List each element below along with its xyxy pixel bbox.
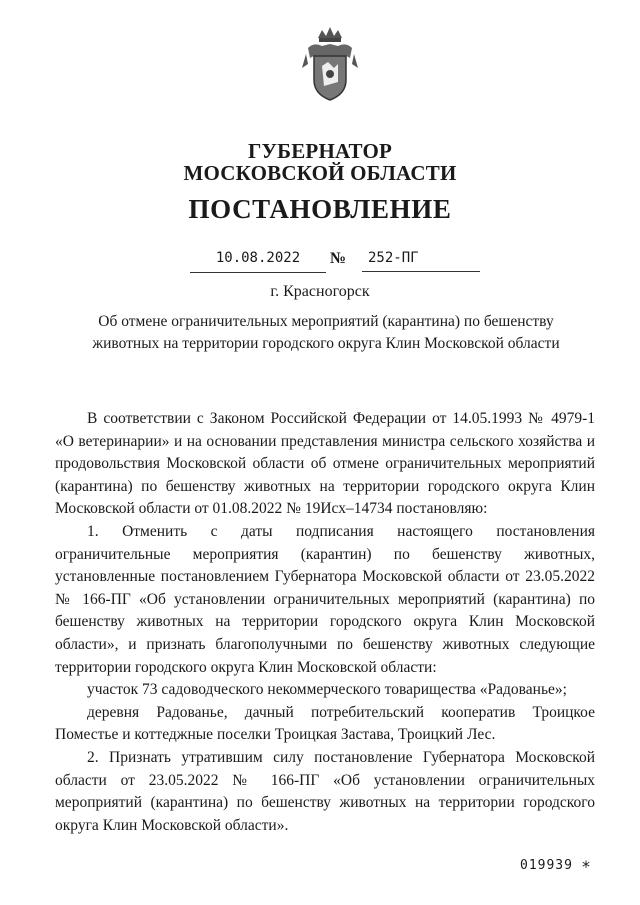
item-1-paragraph: 1. Отменить с даты подписания настоящего постановления ограничительные мероприятия (карантин) по бешенству животных, установленные постановлением Губернатора Московской области от 23.05.2022 № 166-ПГ «Об установлении ограничительных мероприятий (карантина) по бешенству животных на территории городского округа Клин Московской области», и признать благополучными по бешенству животных следующие территории городского округа Клин Московской области: — [55, 522, 595, 676]
registration-number: 252-ПГ — [362, 250, 480, 272]
registration-date: 10.08.2022 — [190, 250, 326, 273]
document-title: Об отмене ограничительных мероприятий (карантина) по бешенству животных на территории городского округа Клин Московской области — [92, 313, 560, 352]
registration-number-sign: № — [330, 250, 347, 267]
preamble-paragraph: В соответствии с Законом Российской Федерации от 14.05.1993 № 4979-1 «О ветеринарии» и на основании представления министра сельского хозяйства и продовольствия Московской области об отмене ограничительных мероприятий (карантина) по бешенству животных на территории городского округа Клин Московской области от 01.08.2022 № 19Исх–14734 постановляю: — [55, 410, 595, 518]
item-2-paragraph: 2. Признать утратившим силу постановление Губернатора Московской области от 23.05.2022 № 166-ПГ «Об установлении ограничительных мероприятий (карантина) по бешенству животных на территории городского округа Клин Московской области». — [55, 748, 595, 834]
serial-number: 019939 — [520, 858, 573, 873]
authority-title-line2: МОСКОВСКОЙ ОБЛАСТИ — [183, 161, 457, 185]
asterisk-mark: * — [582, 857, 590, 876]
authority-title-line1: ГУБЕРНАТОР — [247, 139, 393, 163]
city-line: г. Красногорск — [270, 283, 370, 300]
coat-of-arms-icon — [300, 24, 360, 104]
document-body — [55, 408, 595, 837]
territory-item: участок 73 садоводческого некоммерческого товарищества «Радованье»; — [87, 681, 567, 699]
document-type-heading: ПОСТАНОВЛЕНИЕ — [188, 194, 452, 224]
territory-item: деревня Радованье, дачный потребительский кооператив Троицкое Поместье и коттеджные поселки Троицкая Застава, Троицкий Лес. — [55, 703, 595, 744]
